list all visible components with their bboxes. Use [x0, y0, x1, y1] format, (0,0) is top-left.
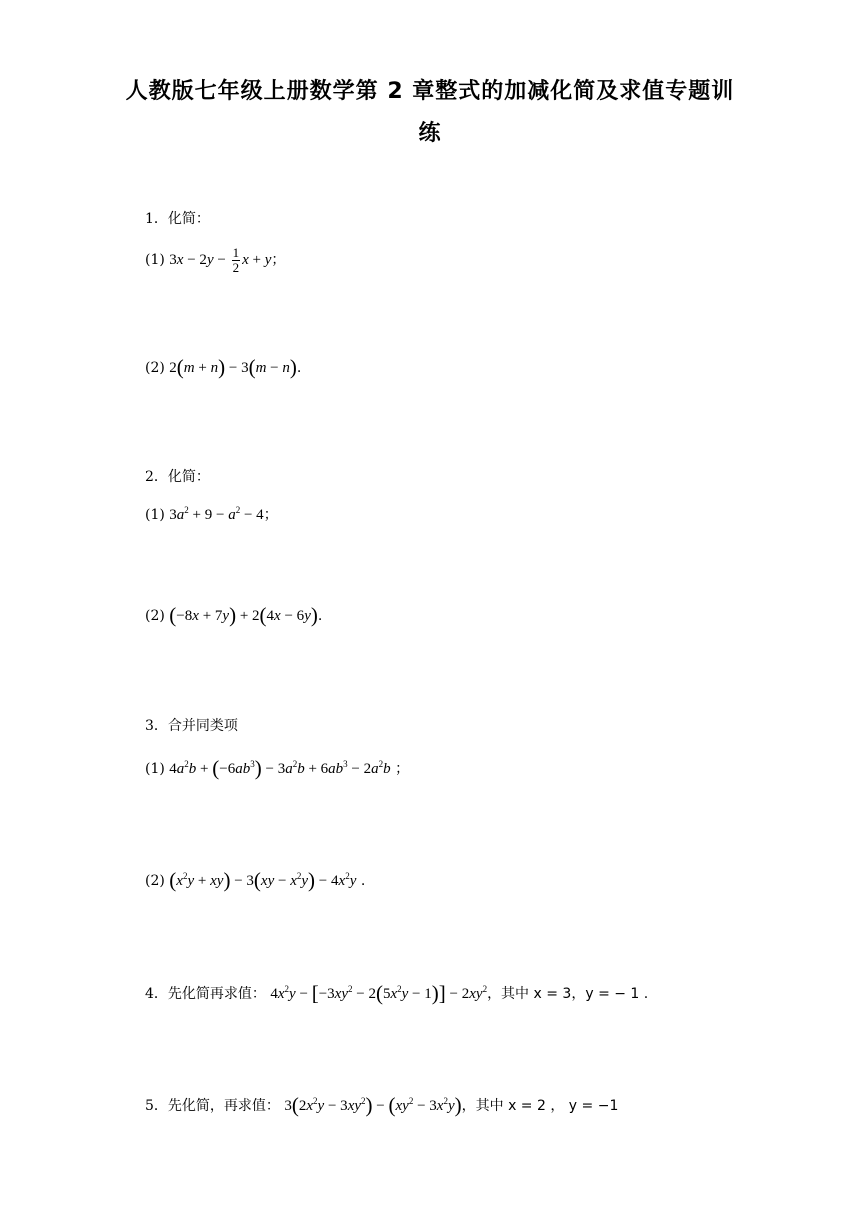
question-number: 3． — [145, 718, 168, 734]
part-label: (1) — [145, 507, 165, 523]
question-2-part-2 — [145, 603, 323, 627]
math-expression: $3(2x^2y - 3xy^2) - (xy^2 - 3x^2y)$ — [284, 1093, 462, 1117]
question-2-part-1 — [145, 500, 278, 525]
question-prompt: 合并同类项 — [167, 718, 238, 734]
math-expression: 3x − 2y − $\frac{1}{2}$ x + y — [169, 245, 272, 275]
part-end: ； — [395, 761, 410, 777]
question-1-part-1 — [145, 246, 285, 275]
part-label: (2) — [145, 360, 165, 376]
part-end: . — [317, 608, 323, 624]
part-label: (1) — [145, 251, 165, 268]
math-expression: $(x^2y + xy) - 3(xy - x^2y) - 4x^2y$ — [169, 868, 357, 892]
question-3-heading — [145, 716, 238, 736]
part-end: ； — [263, 507, 278, 523]
question-prompt: 先化简再求值： — [167, 986, 266, 1002]
part-label: (1) — [145, 761, 165, 777]
question-number: 2． — [145, 469, 168, 485]
question-prompt: 化简： — [167, 211, 210, 227]
question-2-heading — [145, 467, 210, 487]
part-label: (2) — [145, 608, 165, 624]
question-number: 4． — [145, 986, 168, 1002]
document-title-line-1: 人教版七年级上册数学第 2 章整式的加减化简及求值专题训 — [125, 79, 735, 104]
question-condition: ，其中 x = 2 ， y = −1 — [461, 1098, 619, 1114]
question-1-part-2 — [145, 355, 302, 379]
question-4 — [145, 979, 648, 1004]
part-label: (2) — [145, 873, 165, 889]
question-number: 5． — [145, 1098, 168, 1114]
math-expression: 2(m + n) − 3(m − n) — [169, 355, 297, 379]
math-expression: $4a^2b + (-6ab^3) - 3a^2b + 6ab^3 - 2a^2b$ — [169, 756, 391, 780]
question-prompt: 化简： — [167, 469, 210, 485]
math-expression: (−8x + 7y) + 2(4x − 6y) — [169, 603, 318, 627]
question-3-part-1 — [145, 754, 409, 779]
fraction-one-half: $\frac{1}{2}$ — [232, 245, 240, 275]
question-condition: ，其中 x = 3，y = − 1 . — [487, 986, 649, 1002]
part-end: . — [296, 360, 302, 376]
part-end: ； — [271, 251, 286, 268]
question-1-heading — [145, 209, 210, 229]
document-title-line-2: 练 — [418, 121, 442, 146]
math-expression: $3a^2 + 9 - a^2 - 4$ — [169, 505, 264, 523]
question-number: 1． — [145, 211, 168, 227]
math-expression: $4x^2y - [-3xy^2 - 2(5x^2y - 1)] - 2xy^2$ — [270, 981, 488, 1005]
question-5 — [145, 1091, 618, 1116]
question-3-part-2 — [145, 866, 365, 891]
question-prompt: 先化简，再求值： — [167, 1098, 280, 1114]
part-end: . — [360, 873, 366, 889]
